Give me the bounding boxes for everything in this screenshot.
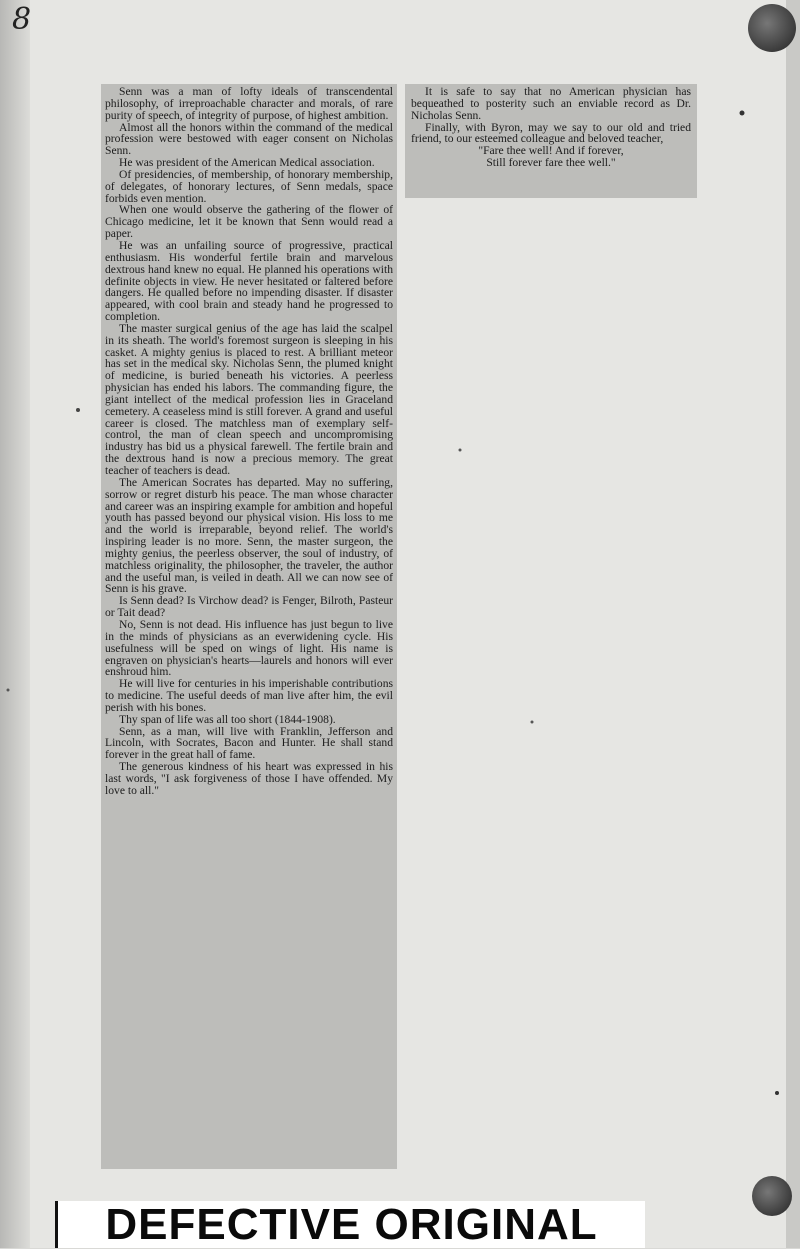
punch-hole-bottom <box>752 1176 792 1216</box>
newspaper-clipping-left <box>101 84 397 1169</box>
paragraph: The generous kindness of his heart was expressed in his last words, "I ask forgiveness of those I have offended. My love to all." <box>105 760 393 797</box>
paragraph: Is Senn dead? Is Virchow dead? is Fenger, Bilroth, Pasteur or Tait dead? <box>105 594 393 620</box>
newspaper-clipping-right <box>405 84 697 198</box>
paragraph: Thy span of life was all too short (1844-1908). <box>119 712 336 726</box>
page-number: 8 <box>12 2 32 37</box>
paragraph: Finally, with Byron, may we say to our old and tried friend, to our esteemed colleague and beloved teacher, <box>411 120 691 146</box>
paragraph: No, Senn is not dead. His influence has just begun to live in the minds of physicians as an everwidening cycle. His usefulness will be sped on wings of light. His name is engraven on physician's hearts—laurels and honors will ever enshroud him. <box>105 617 393 679</box>
paragraph: It is safe to say that no American physician has bequeathed to posterity such an enviable record as Dr. Nicholas Senn. <box>411 85 691 122</box>
paragraph: The American Socrates has departed. May no suffering, sorrow or regret disturb his peace. The man whose character and career was an inspiring example for ambition and hopeful youth has passed beyond our physical vision. His loss to me and the world is irreparable, beyond relief. The world's inspiring leader is no more. Senn, the master surgeon, the mighty genius, the peerless observer, the soul of industry, of matchless originality, the philosopher, the traveler, the author and the useful man, is veiled in death. All we can now see of Senn is his grave. <box>105 475 393 596</box>
paragraph: He will live for centuries in his imperishable contributions to medicine. The useful deeds of man live after him, the evil perish with his bones. <box>105 677 393 714</box>
punch-hole-top <box>748 4 796 52</box>
paragraph: When one would observe the gathering of the flower of Chicago medicine, let it be known that Senn would read a paper. <box>105 203 393 241</box>
defective-original-stamp: DEFECTIVE ORIGINAL <box>55 1201 645 1248</box>
paragraph: He was an unfailing source of progressive, practical enthusiasm. His wonderful fertile brain and marvelous dextrous hand knew no equal. He planned his operations with definite objects in view. He never hesitated or faltered before dangers. He qualled before no impending disaster. If disaster appeared, with cool brain and steady hand he progressed to completion. <box>105 238 393 324</box>
paragraph: Senn, as a man, will live with Franklin, Jefferson and Lincoln, with Socrates, Bacon and Hunter. He shall stand forever in the great hall of fame. <box>105 724 393 762</box>
paragraph: Almost all the honors within the command of the medical profession were bestowed with eager consent on Nicholas Senn. <box>105 120 393 158</box>
binding-edge <box>0 0 30 1248</box>
verse-line: Still forever fare thee well." <box>486 156 616 170</box>
verse-line: "Fare thee well! And if forever, <box>478 144 624 158</box>
page-edge-strip <box>786 0 800 1248</box>
paragraph: Of presidencies, of membership, of honorary membership, of delegates, of honorary lectures, of Senn medals, space forbids even mention. <box>105 167 393 205</box>
paragraph: Senn was a man of lofty ideals of transcendental philosophy, of irreproachable character and morals, of rare purity of speech, of integrity of purpose, of highest ambition. <box>105 85 393 122</box>
paragraph: The master surgical genius of the age has laid the scalpel in its sheath. The world's foremost surgeon is sleeping in his casket. A mighty genius is placed to rest. A brilliant meteor has set in the medical sky. Nicholas Senn, the plumed knight of medicine, is buried beneath his victories. A peerless physician has ended his labors. The commanding figure, the giant intellect of the medical profession lies in Graceland cemetery. A ceaseless mind is still forever. A grand and useful career is closed. The matchless man of exemplary self-control, the man of clean speech and uncompromising industry has bid us a physical farewell. The fertile brain and the dextrous hand is now a precious memory. The great teacher of teachers is dead. <box>105 321 393 477</box>
paragraph: He was president of the American Medical association. <box>119 156 375 170</box>
